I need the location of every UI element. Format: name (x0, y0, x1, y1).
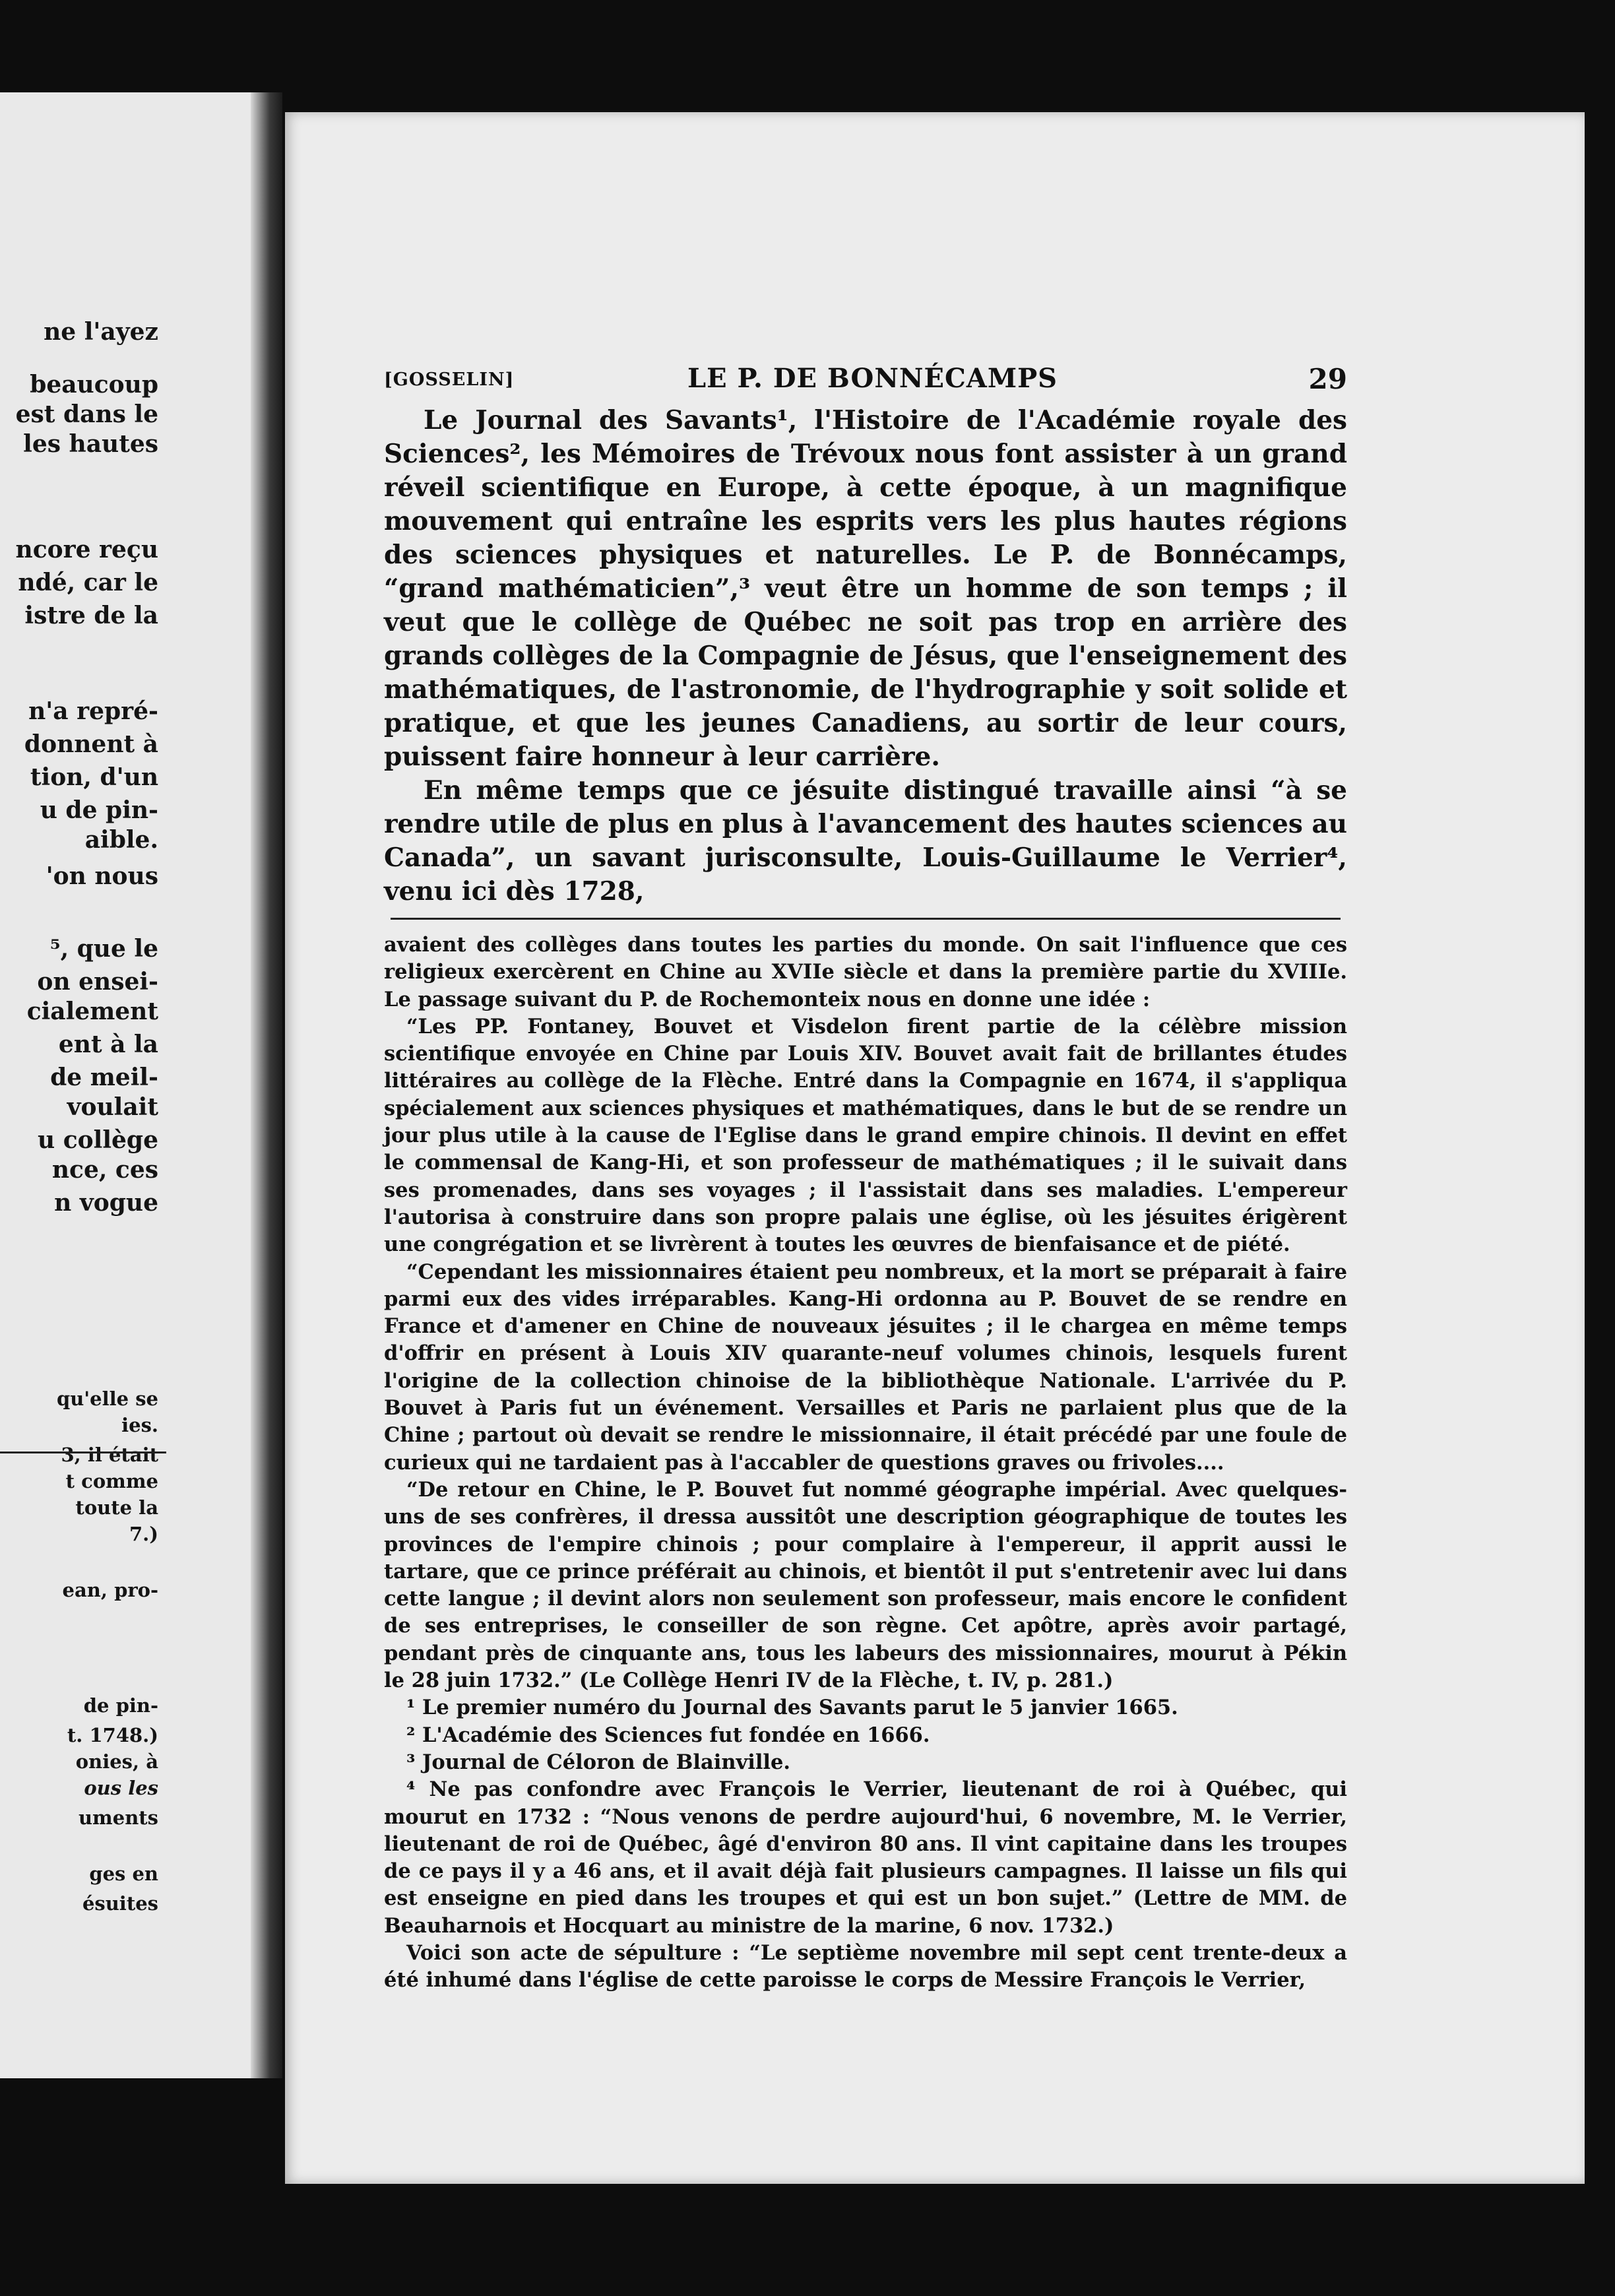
body-paragraph-1: Le Journal des Savants¹, l'Histoire de l'Académie royale des Sciences², les Mémoires de Trévoux nous font assister à un grand réveil scientifique en Europe, à cette époque, à un magnifique mouvement qui entraîne les esprits vers les plus hautes régions des sciences physiques et naturelles. Le P. de Bonnécamps, “grand mathématicien”,³ veut être un homme de son temps ; il veut que le collège de Québec ne soit pas trop en arrière des grands collèges de la Compagnie de Jésus, que l'enseignement des mathématiques, de l'astronomie, de l'hydrographie y soit solide et pratique, et que les jeunes Canadiens, au sortir de leur cours, puissent faire honneur à leur carrière. (384, 405, 1347, 772)
left-footnote-fragment: 7.) (129, 1523, 158, 1545)
footnote-2: ² L'Académie des Sciences fut fondée en 1666. (406, 1723, 930, 1747)
page-content (384, 358, 1347, 1994)
main-page (285, 112, 1585, 2184)
footnote-quote-1: “Les PP. Fontaney, Bouvet et Visdelon firent partie de la célèbre mission scientifique envoyée en Chine par Louis XIV. Bouvet avait fait de brillantes études littéraires au collège de la Flèche. Entré dans la Compagnie en 1674, il s'appliqua spécialement aux sciences physiques et mathématiques, dans le but de se rendre un jour plus utile à la cause de l'Eglise dans le grand empire chinois. Il devint en effet le commensal de Kang-Hi, et son professeur de mathématiques ; il le suivait dans ses promenades, dans ses voyages ; il l'assistait dans ses maladies. L'empereur l'autorisa à construire dans son propre palais une église, où les jésuites érigèrent une congrégation et se livrèrent à toutes les œuvres de bienfaisance et de piété. (384, 1014, 1347, 1257)
left-fragment: ⁵, que le (49, 935, 158, 963)
footnote-continuation: avaient des collèges dans toutes les parties du monde. On sait l'influence que ces religieux exercèrent en Chine au XVIIe siècle et dans la première partie du XVIIIe. Le passage suivant du P. de Rochemonteix nous en donne une idée : (384, 933, 1347, 1011)
left-footnote-fragment: uments (78, 1806, 158, 1829)
body-paragraph-2: En même temps que ce jésuite distingué travaille ainsi “à se rendre utile de plus en plus à l'avancement des hautes sciences au Canada”, un savant jurisconsulte, Louis-Guillaume le Verrier⁴, venu ici dès 1728, (384, 775, 1347, 907)
left-fragment: donnent à (24, 730, 158, 758)
book-gutter (251, 92, 282, 2078)
left-footnote-fragment: ies. (121, 1414, 158, 1436)
left-fragment: nce, ces (51, 1156, 158, 1184)
left-footnote-fragment: de pin- (83, 1694, 158, 1717)
left-fragment: ne l'ayez (44, 318, 158, 346)
left-footnote-fragment: ésuites (82, 1892, 158, 1915)
left-fragment: istre de la (24, 602, 158, 629)
left-fragment: 'on nous (46, 862, 158, 890)
left-footnote-fragment: t comme (65, 1470, 158, 1492)
left-footnote-fragment: t. 1748.) (67, 1724, 158, 1746)
left-fragment: ncore reçu (15, 536, 158, 563)
left-fragment: aible. (84, 826, 158, 854)
left-page (0, 92, 261, 2078)
footnote-4-continued: Voici son acte de sépulture : “Le septième novembre mil sept cent trente-deux a été inhumé dans l'église de cette paroisse le corps de Messire François le Verrier, (384, 1940, 1347, 1993)
page-number: 29 (1308, 363, 1347, 395)
header-author: [GOSSELIN] (384, 369, 515, 390)
left-fragment: ndé, car le (18, 569, 158, 596)
left-fragment: tion, d'un (30, 763, 158, 791)
left-fragment: n'a repré- (28, 697, 158, 725)
left-fragment: ent à la (58, 1031, 158, 1058)
left-fragment: est dans le (15, 400, 158, 428)
left-footnote-fragment: onies, à (75, 1750, 158, 1773)
left-fragment: cialement (26, 998, 158, 1025)
left-fragment: voulait (67, 1093, 158, 1121)
left-footnote-fragment: ean, pro- (62, 1579, 158, 1601)
footnote-quote-3: “De retour en Chine, le P. Bouvet fut nommé géographe impérial. Avec quelques-uns de ses confrères, il dressa aussitôt une description géographique de toutes les provinces de l'empire chinois ; pour complaire à l'empereur, il apprit aussi le tartare, que ce prince préférait au chinois, et bientôt il put s'entretenir avec lui dans cette langue ; il devint alors non seulement son professeur, mais encore le confident de ses entreprises, le conseiller de son règne. Cet apôtre, après avoir partagé, pendant près de cinquante ans, tous les labeurs des missionnaires, mourut à Pékin le 28 juin 1732.” (Le Collège Henri IV de la Flèche, t. IV, p. 281.) (384, 1477, 1347, 1693)
left-fragment: on ensei- (37, 968, 158, 996)
left-footnote-fragment: 3, il était (61, 1444, 158, 1466)
footnote-3: ³ Journal de Céloron de Blainville. (406, 1750, 791, 1774)
running-header (384, 358, 1347, 404)
left-fragment: de meil- (50, 1064, 158, 1091)
left-footnote-fragment: ges en (89, 1863, 158, 1885)
left-fragment: u de pin- (40, 796, 158, 824)
left-fragment: u collège (38, 1126, 158, 1154)
header-title: LE P. DE BONNÉCAMPS (687, 363, 1058, 394)
left-fragment: beaucoup (30, 371, 158, 399)
left-footnote-fragment: ous les (84, 1777, 158, 1799)
left-fragment: n vogue (54, 1189, 158, 1217)
left-footnote-fragment: toute la (75, 1496, 158, 1519)
left-footnote-fragment: qu'elle se (56, 1387, 158, 1410)
left-fragment: les hautes (23, 430, 158, 458)
left-footnote-rule (0, 1451, 166, 1453)
footnote-quote-2: “Cependant les missionnaires étaient peu nombreux, et la mort se préparait à faire parmi eux des vides irréparables. Kang-Hi ordonna au P. Bouvet de se rendre en France et d'amener en Chine de nouveaux jésuites ; il le chargea en même temps d'offrir en présent à Louis XIV quarante-neuf volumes chinois, lesquels furent l'origine de la collection chinoise de la bibliothèque Nationale. L'arrivée du P. Bouvet à Paris fut un événement. Versailles et Paris ne parlaient plus que de la Chine ; partout où devait se rendre le missionnaire, il était précédé par une foule de curieux qui ne tardaient pas à l'accabler de questions graves ou frivoles.... (384, 1260, 1347, 1475)
footnote-rule (391, 918, 1341, 920)
footnote-4: ⁴ Ne pas confondre avec François le Verrier, lieutenant de roi à Québec, qui mourut en 1732 : “Nous venons de perdre aujourd'hui, 6 novembre, M. le Verrier, lieutenant de roi de Québec, âgé d'environ 80 ans. Il vint capitaine dans les troupes de ce pays il y a 46 ans, et il avait déjà fait plusieurs campagnes. Il laisse un fils qui est enseigne en pied dans les troupes et qui est un bon sujet.” (Lettre de MM. de Beauharnois et Hocquart au ministre de la marine, 6 nov. 1732.) (384, 1777, 1347, 1938)
footnote-1: ¹ Le premier numéro du Journal des Savants parut le 5 janvier 1665. (406, 1696, 1178, 1720)
